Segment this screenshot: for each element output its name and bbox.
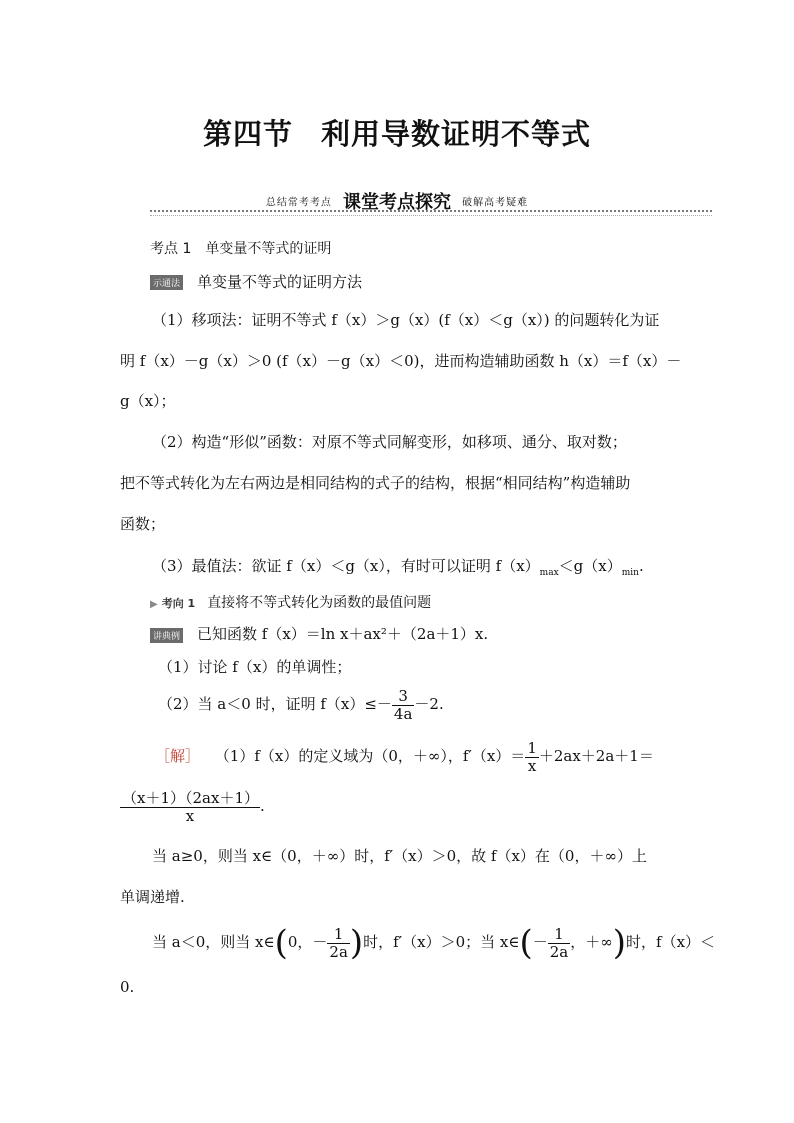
solution-tag: ［解］: [155, 747, 201, 765]
method3-line: （3）最值法：欲证 f（x）＜g（x），有时可以证明 $f(x)_{max}<g(x)_{min}$.: [152, 557, 644, 578]
solution-line3: 当 a≥0，则当 x∈（0，＋∞）时，f′（x）＞0，故 f（x）在（0，＋∞）上: [152, 847, 647, 865]
example-tag: 讲典例: [150, 628, 183, 643]
left-paren: (: [274, 923, 288, 963]
right-paren: ): [349, 923, 364, 963]
example-stem: 讲典例 已知函数 f（x）＝ln x＋ax²＋（2a＋1）x.: [150, 623, 488, 644]
example-q1: （1）讨论 f（x）的单调性；: [158, 658, 352, 676]
fraction: $\frac{(x+1)(2ax+1)}{x}$: [122, 789, 259, 825]
solution-line2: $\frac{(x+1)(2ax+1)}{x}$ .: [122, 789, 265, 825]
solution-line1: ［解］ （1）f（x）的定义域为（0，＋∞），f′（x）＝ $\frac{1}{x}$ ＋2ax＋2a＋1＝: [155, 739, 654, 775]
banner-divider: [150, 210, 712, 212]
banner-divider-2: [150, 215, 712, 216]
method1-line2: 明 f（x）－g（x）＞0 (f（x）－g（x）＜0)，进而构造辅助函数 h（x）＝f（x）－: [120, 352, 682, 370]
solution-line6: 0.: [120, 978, 135, 996]
banner-right: 破解高考疑难: [462, 197, 529, 209]
kaodian-heading: 考点 1 单变量不等式的证明: [150, 241, 332, 257]
fraction: $\frac{3}{4a}$: [393, 687, 413, 723]
method2-line1: （2）构造“形似”函数：对原不等式同解变形，如移项、通分、取对数；: [152, 433, 627, 451]
method1-line1: （1）移项法：证明不等式 f（x）＞g（x）(f（x）＜g（x）) 的问题转化为证: [152, 311, 660, 329]
method1-line3: g（x）；: [120, 392, 176, 410]
title-topic: 利用导数证明不等式: [321, 117, 592, 151]
title-section: 第四节: [202, 117, 293, 151]
triangle-icon: ▶: [150, 599, 158, 610]
banner-center: 课堂考点探究: [343, 192, 451, 213]
page-title: [0, 112, 794, 153]
fraction: $\frac{1}{x}$: [527, 739, 537, 775]
left-paren: (: [519, 923, 533, 963]
method-tag: 示通法: [150, 275, 183, 290]
solution-line5: 当 a＜0，则当 x∈(0，－ $\frac{1}{2a}$ )时，f′（x）＞0；当 x∈(－ $\frac{1}{2a}$ ，＋∞)时，f（x）＜: [152, 923, 716, 963]
kaoxiang-heading: ▶ 考向 1 直接将不等式转化为函数的最值问题: [150, 595, 432, 611]
right-paren: ): [612, 923, 627, 963]
example-q2: （2）当 a＜0 时，证明 f（x）≤－ $\frac{3}{4a}$ －2.: [158, 687, 444, 723]
fraction: $\frac{1}{2a}$: [549, 925, 569, 961]
method2-line3: 函数；: [120, 515, 166, 533]
method2-line2: 把不等式转化为左右两边是相同结构的式子的结构，根据“相同结构”构造辅助: [120, 474, 631, 492]
banner-left: 总结常考考点: [265, 197, 332, 209]
solution-line4: 单调递增.: [120, 888, 185, 906]
method-heading: 示通法 单变量不等式的证明方法: [150, 271, 362, 292]
fraction: $\frac{1}{2a}$: [329, 925, 348, 961]
